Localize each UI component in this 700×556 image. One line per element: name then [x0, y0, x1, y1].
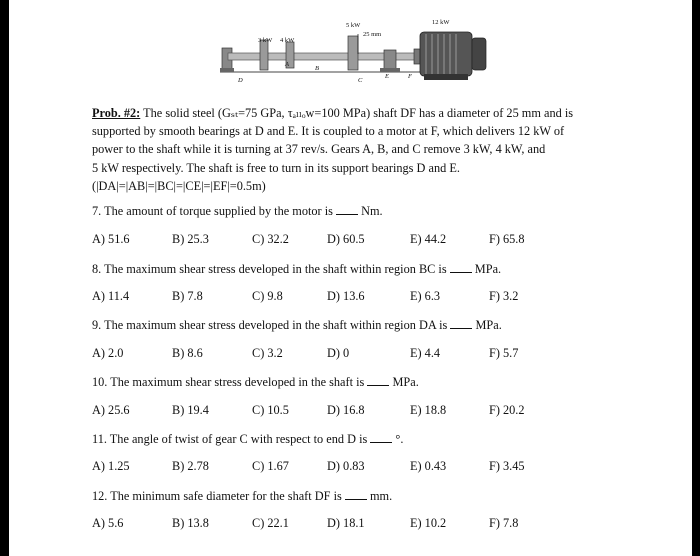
label-c: C — [358, 77, 363, 84]
option-e[interactable]: E) 0.43 — [410, 459, 447, 473]
problem-line-4: 5 kW respectively. The shaft is free to turn in its support bearings D and E. — [92, 160, 460, 175]
problem-statement — [92, 104, 612, 195]
question-10 — [92, 374, 419, 390]
label-gear-c-power: 5 kW — [346, 22, 361, 29]
answer-blank — [450, 317, 472, 329]
option-d[interactable]: D) 0 — [327, 346, 350, 360]
label-e: E — [385, 73, 389, 80]
shaft-figure — [220, 10, 490, 90]
question-7 — [92, 203, 383, 219]
option-b[interactable]: B) 25.3 — [172, 232, 209, 246]
left-border — [0, 0, 9, 556]
question-number: 9. — [92, 318, 102, 332]
question-number: 11. — [92, 432, 107, 446]
option-c[interactable]: C) 32.2 — [252, 232, 289, 246]
bearing-e — [384, 50, 396, 70]
label-diameter: 25 mm — [363, 31, 382, 38]
answer-blank — [367, 374, 389, 386]
label-gear-a-power: 3 kW — [258, 37, 273, 44]
option-a[interactable]: A) 25.6 — [92, 403, 130, 417]
option-f[interactable]: F) 65.8 — [489, 232, 525, 246]
option-a[interactable]: A) 5.6 — [92, 516, 124, 530]
label-gear-b-power: 4 kW — [280, 37, 295, 44]
question-number: 7. — [92, 204, 102, 218]
option-a[interactable]: A) 2.0 — [92, 346, 124, 360]
option-d[interactable]: D) 16.8 — [327, 403, 365, 417]
question-text: The maximum shear stress developed in the shaft within region BC is — [104, 262, 447, 276]
question-number: 12. — [92, 489, 108, 503]
question-unit: mm. — [369, 489, 393, 503]
gear-a — [260, 40, 268, 70]
option-e[interactable]: E) 18.8 — [410, 403, 447, 417]
question-unit: Nm. — [361, 204, 383, 218]
label-d: D — [238, 77, 243, 84]
question-8 — [92, 261, 501, 277]
option-d[interactable]: D) 18.1 — [327, 516, 365, 530]
option-d[interactable]: D) 0.83 — [327, 459, 365, 473]
motor — [420, 32, 472, 76]
option-b[interactable]: B) 8.6 — [172, 346, 203, 360]
option-e[interactable]: E) 44.2 — [410, 232, 447, 246]
answer-blank — [450, 261, 472, 273]
label-b: B — [315, 65, 319, 72]
option-c[interactable]: C) 9.8 — [252, 289, 283, 303]
coupling-f — [414, 49, 420, 64]
option-e[interactable]: E) 10.2 — [410, 516, 447, 530]
option-a[interactable]: A) 11.4 — [92, 289, 130, 303]
problem-line-1 — [92, 104, 612, 122]
option-e[interactable]: E) 4.4 — [410, 346, 441, 360]
answer-blank — [345, 488, 367, 500]
question-text: The maximum shear stress developed in the shaft within region DA is — [104, 318, 448, 332]
question-text: The minimum safe diameter for the shaft DF is — [110, 489, 342, 503]
shaft-diagram — [220, 10, 490, 90]
option-a[interactable]: A) 1.25 — [92, 459, 130, 473]
problem-title: Prob. #2: — [92, 106, 141, 120]
option-c[interactable]: C) 3.2 — [252, 346, 283, 360]
option-f[interactable]: F) 3.2 — [489, 289, 519, 303]
label-motor-power: 12 kW — [432, 19, 450, 26]
question-9 — [92, 317, 502, 333]
option-f[interactable]: F) 20.2 — [489, 403, 525, 417]
option-b[interactable]: B) 2.78 — [172, 459, 209, 473]
question-number: 10. — [92, 375, 108, 389]
answer-blank — [370, 431, 392, 443]
option-a[interactable]: A) 51.6 — [92, 232, 130, 246]
option-f[interactable]: F) 7.8 — [489, 516, 519, 530]
option-e[interactable]: E) 6.3 — [410, 289, 441, 303]
option-d[interactable]: D) 13.6 — [327, 289, 365, 303]
question-unit: MPa. — [475, 318, 502, 332]
question-11 — [92, 431, 403, 447]
option-b[interactable]: B) 19.4 — [172, 403, 209, 417]
option-b[interactable]: B) 13.8 — [172, 516, 209, 530]
question-text: The amount of torque supplied by the motor is — [104, 204, 333, 218]
question-unit: °. — [395, 432, 404, 446]
option-f[interactable]: F) 3.45 — [489, 459, 525, 473]
problem-line-5: (|DA|=|AB|=|BC|=|CE|=|EF|=0.5m) — [92, 178, 266, 193]
option-c[interactable]: C) 22.1 — [252, 516, 289, 530]
question-number: 8. — [92, 262, 102, 276]
question-unit: MPa. — [474, 262, 502, 276]
answer-blank — [336, 203, 358, 215]
problem-line-2: supported by smooth bearings at D and E. It is coupled to a motor at F, which delivers 12 kW of — [92, 124, 565, 139]
question-unit: MPa. — [392, 375, 419, 389]
option-d[interactable]: D) 60.5 — [327, 232, 365, 246]
label-f: F — [408, 73, 412, 80]
label-a: A — [285, 61, 289, 68]
option-c[interactable]: C) 10.5 — [252, 403, 289, 417]
problem-line-1-text: The solid steel (Gₛₜ=75 GPa, τₐₗₗₒw=100 MPa) shaft DF has a diameter of 25 mm and is — [140, 106, 574, 120]
question-text: The maximum shear stress developed in the shaft is — [110, 375, 365, 389]
right-border — [692, 0, 700, 556]
gear-c — [348, 36, 358, 70]
question-text: The angle of twist of gear C with respect to end D is — [109, 432, 368, 446]
bearing-d-base — [220, 68, 234, 72]
option-f[interactable]: F) 5.7 — [489, 346, 519, 360]
bearing-e-base — [380, 68, 400, 72]
option-b[interactable]: B) 7.8 — [172, 289, 203, 303]
option-c[interactable]: C) 1.67 — [252, 459, 289, 473]
problem-line-3: power to the shaft while it is turning at 37 rev/s. Gears A, B, and C remove 3 kW, 4 kW, and — [92, 142, 546, 157]
question-12 — [92, 488, 392, 504]
